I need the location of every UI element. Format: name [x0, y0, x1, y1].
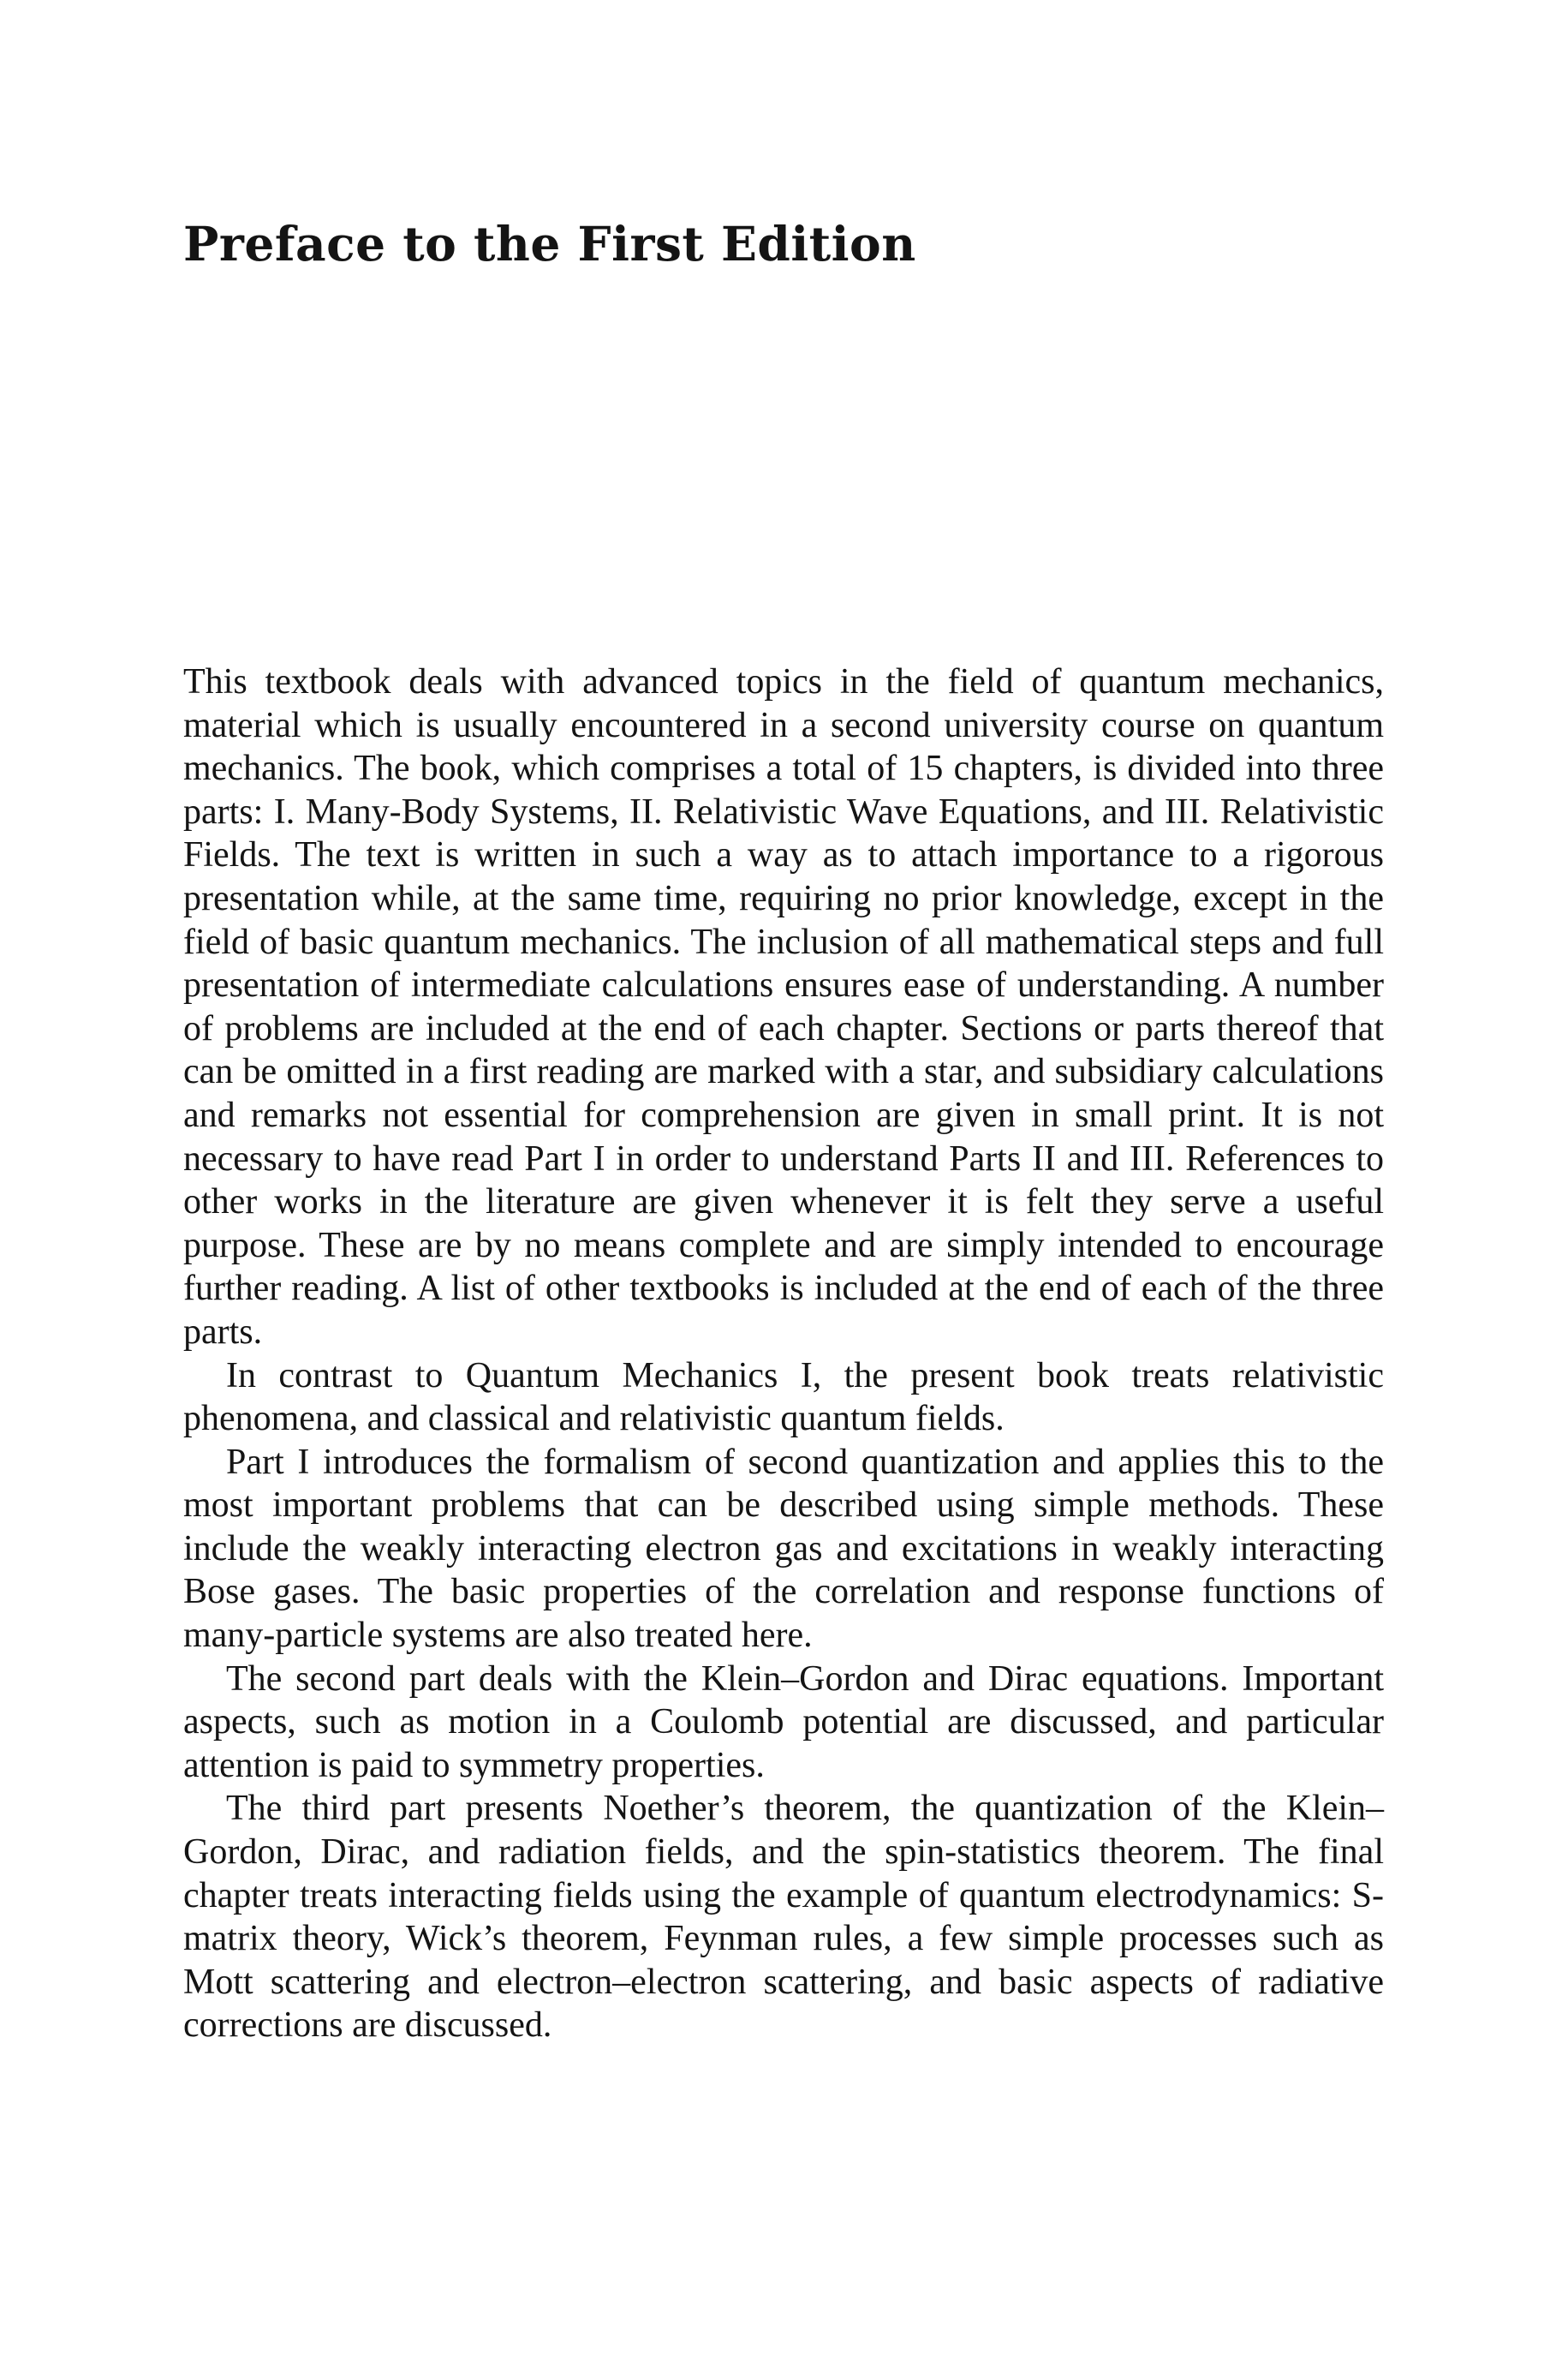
paragraph-contrast: In contrast to Quantum Mechanics I, the present book treats relativistic phenomena, and classical and relativistic quantum fields. — [183, 1355, 1384, 1439]
page-title: Preface to the First Edition — [183, 216, 916, 272]
paragraph-part-one: Part I introduces the formalism of second quantization and applies this to the most important problems that can be described using simple methods. These include the weakly interacting electron gas and excitations in weakly interacting Bose gases. The basic properties of the correlation and response functions of many-particle systems are also treated here. — [183, 1442, 1384, 1656]
paragraph-intro: This textbook deals with advanced topics in the field of quantum mechanics, material which is usually encountered in a second university course on quantum mechanics. The book, which comprises a total of 15 chapters, is divided into three parts: I. Many-Body Systems, II. Relativistic Wave Equations, and III. Relativistic Fields. The text is written in such a way as to attach importance to a rigorous presentation while, at the same time, requiring no prior knowledge, except in the field of basic quantum mechanics. The inclusion of all mathematical steps and full presentation of intermediate calculations ensures ease of understanding. A number of problems are included at the end of each chapter. Sections or parts thereof that can be omitted in a first reading are marked with a star, and subsidiary calculations and remarks not essential for comprehension are given in small print. It is not necessary to have read Part I in order to understand Parts II and III. References to other works in the literature are given whenever it is felt they serve a useful purpose. These are by no means complete and are simply intended to encourage further reading. A list of other textbooks is included at the end of each of the three parts. — [183, 662, 1384, 1352]
paragraph-part-three: The third part presents Noether’s theorem, the quantization of the Klein–Gordon, Dirac, and radiation fields, and the spin-statistics theorem. The final chapter treats interacting fields using the example of quantum electrodynamics: S-matrix theory, Wick’s theorem, Feynman rules, a few simple processes such as Mott scattering and electron–electron scattering, and basic aspects of radiative corrections are discussed. — [183, 1789, 1384, 2046]
paragraph-part-two: The second part deals with the Klein–Gordon and Dirac equations. Important aspects, such as motion in a Coulomb potential are discussed, and particular attention is paid to symmetry properties. — [183, 1658, 1384, 1785]
preface-body — [183, 660, 1384, 2047]
